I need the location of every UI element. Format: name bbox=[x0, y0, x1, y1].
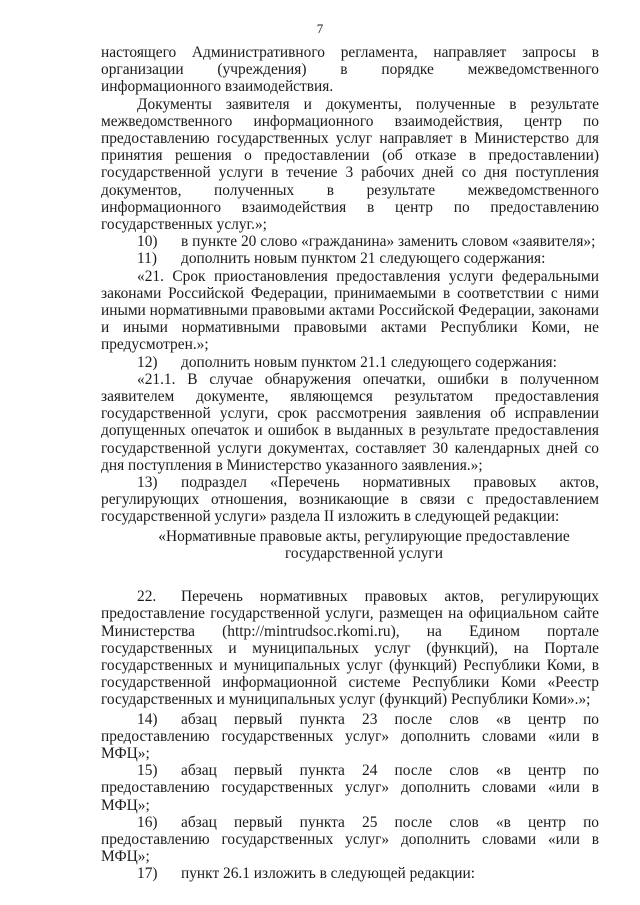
item-text: абзац первый пункта 23 после слов «в центр по предоставлению государственных услуг» дополнить словами «или в МФЦ»; bbox=[101, 710, 599, 762]
document-body bbox=[101, 44, 599, 883]
item-number: 13) bbox=[137, 474, 158, 492]
paragraph-21-1: «21.1. В случае обнаружения опечатки, ошибки в полученном заявителем документе, являющемся результатом предоставления государственной услуги, срок рассмотрения заявления об исправлении допущенных опечаток и ошибок в выданных в результате предоставления государственной услуги документах, составляет 30 календарных дней со дня поступления в Министерство указанного заявления.»; bbox=[101, 370, 599, 474]
item-number: 12) bbox=[137, 353, 158, 371]
paragraph-continuation: настоящего Административного регламента, направляет запросы в организации (учреждения) в порядке межведомственного информационного взаимодействия. bbox=[101, 44, 599, 96]
item-text: пункт 26.1 изложить в следующей редакции: bbox=[181, 865, 476, 883]
list-item-15 bbox=[101, 762, 599, 814]
item-number: 16) bbox=[137, 813, 158, 831]
heading-line-2: государственной услуги bbox=[285, 544, 443, 562]
item-text: абзац первый пункта 24 после слов «в центр по предоставлению государственных услуг» дополнить словами «или в МФЦ»; bbox=[101, 762, 599, 814]
list-item-10 bbox=[101, 233, 599, 250]
page-number: 7 bbox=[316, 21, 324, 36]
spacer bbox=[101, 562, 599, 588]
item-number: 10) bbox=[137, 233, 158, 251]
section-heading bbox=[101, 528, 599, 562]
paragraph-22 bbox=[101, 588, 599, 708]
list-item-12 bbox=[101, 354, 599, 371]
item-number: 22. bbox=[137, 588, 157, 606]
heading-line-1: «Нормативные правовые акты, регулирующие предоставление bbox=[158, 527, 570, 545]
paragraph-21: «21. Срок приостановления предоставления услуги федеральными законами Российской Федерации, принимаемыми в соответствии с ними иными нормативными правовыми актами Российской Федерации, законами и иными нормативными правовыми актами Республики Коми, не предусмотрен.»; bbox=[101, 267, 599, 354]
item-text: абзац первый пункта 25 после слов «в центр по предоставлению государственных услуг» дополнить словами «или в МФЦ»; bbox=[101, 813, 599, 866]
item-number: 11) bbox=[137, 250, 157, 268]
item-text: дополнить новым пунктом 21.1 следующего содержания: bbox=[181, 353, 557, 371]
list-item-17 bbox=[101, 865, 599, 882]
item-text: в пункте 20 слово «гражданина» заменить словом «заявителя»; bbox=[181, 233, 596, 251]
item-number: 15) bbox=[137, 762, 158, 780]
item-number: 14) bbox=[137, 710, 158, 728]
item-text: дополнить новым пунктом 21 следующего содержания: bbox=[181, 250, 546, 268]
item-text: подраздел «Перечень нормативных правовых актов, регулирующих отношения, возникающие в связи с предоставлением государственной услуги» раздела II изложить в следующей редакции: bbox=[101, 474, 599, 526]
list-item-14 bbox=[101, 711, 599, 763]
list-item-13 bbox=[101, 474, 599, 526]
list-item-16 bbox=[101, 814, 599, 866]
paragraph-documents: Документы заявителя и документы, полученные в результате межведомственного информационного взаимодействия, центр по предоставлению государственных услуг направляет в Министерство для принятия решения о предоставлении (об отказе в предоставлении) государственной услуги в течение 3 рабочих дней со дня поступления документов, полученных в результате межведомственного информационного взаимодействия в центр по предоставлению государственных услуг.»; bbox=[101, 95, 599, 234]
item-number: 17) bbox=[137, 865, 158, 883]
item-text: Перечень нормативных правовых актов, регулирующих предоставление государственной услуги, размещен на официальном сайте Министерства (http://mintrudsoc.rkomi.ru), на Едином портале государственных и муниципальных услуг (функций), на Портале государственных и муниципальных услуг (функций) Республики Коми, в государственной информационной системе Республики Коми «Реестр государственных и муниципальных услуг (функций) Республики Коми».»; bbox=[101, 588, 599, 709]
list-item-11 bbox=[101, 250, 599, 267]
